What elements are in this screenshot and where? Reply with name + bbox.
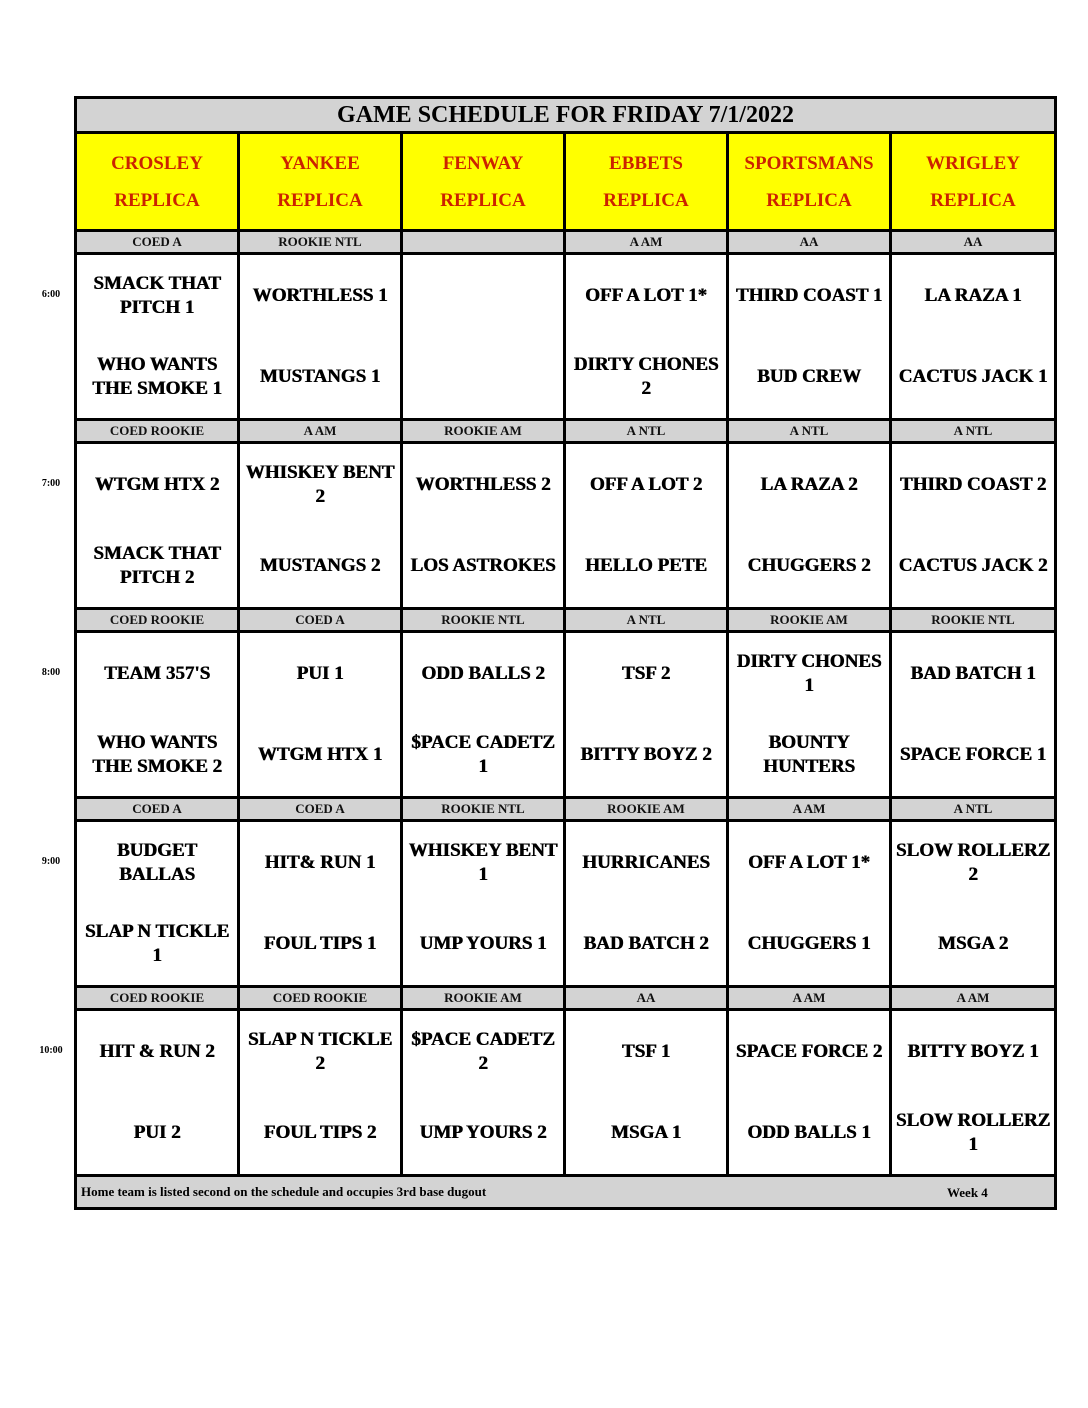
game-row xyxy=(76,821,1056,987)
away-team: BAD BATCH 1 xyxy=(910,662,1036,684)
matchup xyxy=(729,444,889,607)
division-label xyxy=(402,231,565,254)
division-label: COED A xyxy=(76,798,239,821)
matchup xyxy=(892,444,1054,607)
division-label: A NTL xyxy=(891,798,1056,821)
time-label: 9:00 xyxy=(41,856,61,867)
home-team: CACTUS JACK 2 xyxy=(898,555,1048,577)
field-header xyxy=(565,133,728,231)
away-team: LA RAZA 1 xyxy=(924,284,1022,306)
division-label: ROOKIE AM xyxy=(402,987,565,1010)
matchup xyxy=(403,822,563,985)
game-cell xyxy=(239,1010,402,1176)
away-team: WORTHLESS 2 xyxy=(415,473,551,495)
home-team: UMP YOURS 2 xyxy=(419,1122,547,1144)
division-label: COED ROOKIE xyxy=(76,609,239,632)
matchup xyxy=(729,255,889,418)
field-header xyxy=(402,133,565,231)
away-team: OFF A LOT 2 xyxy=(589,473,703,495)
home-team: $PACE CADETZ 1 xyxy=(411,732,555,778)
field-name: EBBETS xyxy=(609,152,683,174)
home-team: LOS ASTROKES xyxy=(410,555,556,577)
away-team: SLAP N TICKLE 2 xyxy=(247,1028,393,1074)
division-label: A NTL xyxy=(891,420,1056,443)
division-label: A NTL xyxy=(565,609,728,632)
division-label: AA xyxy=(891,231,1056,254)
matchup xyxy=(566,1011,726,1174)
game-cell xyxy=(728,632,891,798)
division-label: COED ROOKIE xyxy=(76,987,239,1010)
home-team: CHUGGERS 1 xyxy=(747,933,871,955)
matchup xyxy=(892,1011,1054,1174)
home-team: MSGA 1 xyxy=(610,1122,682,1144)
away-team: TEAM 357'S xyxy=(103,662,211,684)
field-subtitle: REPLICA xyxy=(440,189,526,211)
field-subtitle: REPLICA xyxy=(114,189,200,211)
home-team: SMACK THAT PITCH 2 xyxy=(93,543,221,589)
home-team: SLOW ROLLERZ 1 xyxy=(895,1110,1051,1156)
matchup xyxy=(240,633,400,796)
division-label: A AM xyxy=(565,231,728,254)
game-cell xyxy=(402,821,565,987)
game-cell xyxy=(891,1010,1056,1176)
game-cell xyxy=(402,254,565,420)
matchup xyxy=(566,255,726,418)
away-team: ODD BALLS 2 xyxy=(421,662,545,684)
division-row xyxy=(76,231,1056,254)
game-cell xyxy=(565,632,728,798)
away-team: HIT& RUN 1 xyxy=(264,851,376,873)
field-subtitle: REPLICA xyxy=(277,189,363,211)
division-label: ROOKIE NTL xyxy=(402,609,565,632)
game-cell xyxy=(239,443,402,609)
field-subtitle: REPLICA xyxy=(766,189,852,211)
game-cell xyxy=(402,443,565,609)
field-header xyxy=(239,133,402,231)
matchup xyxy=(403,255,563,418)
matchup xyxy=(240,444,400,607)
matchup xyxy=(77,444,237,607)
away-team: OFF A LOT 1* xyxy=(748,851,870,873)
matchup xyxy=(892,633,1054,796)
home-team: BOUNTY HUNTERS xyxy=(763,732,855,778)
home-team: BAD BATCH 2 xyxy=(583,933,709,955)
division-label: AA xyxy=(728,231,891,254)
game-row xyxy=(76,632,1056,798)
game-cell xyxy=(76,632,239,798)
game-cell xyxy=(76,443,239,609)
game-cell xyxy=(728,821,891,987)
home-team: MSGA 2 xyxy=(937,933,1009,955)
matchup xyxy=(892,822,1054,985)
game-cell xyxy=(402,1010,565,1176)
away-team: WTGM HTX 2 xyxy=(94,473,220,495)
schedule-title: GAME SCHEDULE FOR FRIDAY 7/1/2022 xyxy=(76,98,1056,133)
game-row xyxy=(76,443,1056,609)
division-label: COED ROOKIE xyxy=(239,987,402,1010)
home-team: BUD CREW xyxy=(757,366,861,388)
matchup xyxy=(566,822,726,985)
week-label: Week 4 xyxy=(947,1185,988,1200)
away-team: WHISKEY BENT 1 xyxy=(408,839,558,885)
home-team: CACTUS JACK 1 xyxy=(898,366,1048,388)
matchup xyxy=(566,444,726,607)
game-cell xyxy=(565,443,728,609)
division-row xyxy=(76,798,1056,821)
away-team: OFF A LOT 1* xyxy=(585,284,707,306)
field-subtitle: REPLICA xyxy=(603,189,689,211)
footer-note: Home team is listed second on the schedule and occupies 3rd base dugout xyxy=(81,1184,487,1199)
away-team: BUDGET BALLAS xyxy=(116,839,198,885)
division-label: A AM xyxy=(728,798,891,821)
division-label: A AM xyxy=(891,987,1056,1010)
division-label: A NTL xyxy=(728,420,891,443)
field-header xyxy=(728,133,891,231)
matchup xyxy=(240,255,400,418)
home-team: WHO WANTS THE SMOKE 1 xyxy=(92,354,222,400)
away-team: SMACK THAT PITCH 1 xyxy=(93,272,221,318)
field-name: FENWAY xyxy=(442,152,524,174)
matchup xyxy=(77,822,237,985)
division-label: A AM xyxy=(239,420,402,443)
division-label: AA xyxy=(565,987,728,1010)
time-label: 7:00 xyxy=(41,478,61,489)
division-label: ROOKIE AM xyxy=(565,798,728,821)
away-team: BITTY BOYZ 1 xyxy=(907,1040,1039,1062)
home-team: ODD BALLS 1 xyxy=(747,1122,871,1144)
home-team: MUSTANGS 1 xyxy=(259,366,381,388)
game-row xyxy=(76,254,1056,420)
division-label: COED A xyxy=(239,798,402,821)
matchup xyxy=(729,1011,889,1174)
game-cell xyxy=(565,254,728,420)
home-team xyxy=(403,337,563,419)
home-team: SPACE FORCE 1 xyxy=(899,744,1047,766)
matchup xyxy=(403,444,563,607)
away-team: THIRD COAST 2 xyxy=(899,473,1047,495)
away-team: HIT & RUN 2 xyxy=(99,1040,215,1062)
game-cell xyxy=(76,821,239,987)
game-cell xyxy=(728,443,891,609)
division-label: COED A xyxy=(76,231,239,254)
matchup xyxy=(77,255,237,418)
game-cell xyxy=(76,1010,239,1176)
game-cell xyxy=(891,632,1056,798)
game-cell xyxy=(239,821,402,987)
matchup xyxy=(240,822,400,985)
game-cell xyxy=(891,821,1056,987)
slot-body xyxy=(76,231,1056,1176)
matchup xyxy=(403,1011,563,1174)
home-team: CHUGGERS 2 xyxy=(747,555,871,577)
time-label: 8:00 xyxy=(41,667,61,678)
away-team: THIRD COAST 1 xyxy=(735,284,883,306)
division-label: ROOKIE AM xyxy=(728,609,891,632)
game-cell xyxy=(728,1010,891,1176)
field-subtitle: REPLICA xyxy=(930,189,1016,211)
home-team: DIRTY CHONES 2 xyxy=(573,354,719,400)
game-cell xyxy=(728,254,891,420)
home-team: SLAP N TICKLE 1 xyxy=(84,921,230,967)
game-cell xyxy=(239,254,402,420)
home-team: FOUL TIPS 1 xyxy=(263,933,377,955)
field-name: CROSLEY xyxy=(111,152,203,174)
home-team: PUI 2 xyxy=(133,1122,181,1144)
matchup xyxy=(566,633,726,796)
matchup xyxy=(240,1011,400,1174)
game-cell xyxy=(402,632,565,798)
division-label: ROOKIE AM xyxy=(402,420,565,443)
matchup xyxy=(403,633,563,796)
field-header xyxy=(891,133,1056,231)
field-header xyxy=(76,133,239,231)
division-row xyxy=(76,987,1056,1010)
division-label: A NTL xyxy=(565,420,728,443)
division-label: ROOKIE NTL xyxy=(402,798,565,821)
away-team: WORTHLESS 1 xyxy=(252,284,388,306)
time-label: 10:00 xyxy=(39,1045,63,1056)
game-cell xyxy=(565,1010,728,1176)
game-row xyxy=(76,1010,1056,1176)
home-team: FOUL TIPS 2 xyxy=(263,1122,377,1144)
division-label: COED ROOKIE xyxy=(76,420,239,443)
away-team xyxy=(403,255,563,337)
game-cell xyxy=(239,632,402,798)
matchup xyxy=(729,633,889,796)
field-name: YANKEE xyxy=(280,152,360,174)
footer-bar xyxy=(76,1176,1056,1209)
away-team: TSF 2 xyxy=(621,662,671,684)
field-name: WRIGLEY xyxy=(926,152,1020,174)
schedule-table xyxy=(74,96,1057,1210)
game-cell xyxy=(891,443,1056,609)
home-team: WHO WANTS THE SMOKE 2 xyxy=(92,732,222,778)
game-cell xyxy=(891,254,1056,420)
game-cell xyxy=(565,821,728,987)
division-label: ROOKIE NTL xyxy=(891,609,1056,632)
away-team: SLOW ROLLERZ 2 xyxy=(895,839,1051,885)
home-team: MUSTANGS 2 xyxy=(259,555,381,577)
matchup xyxy=(729,822,889,985)
division-label: COED A xyxy=(239,609,402,632)
field-header-row xyxy=(76,133,1056,231)
away-team: DIRTY CHONES 1 xyxy=(736,650,882,696)
matchup xyxy=(77,633,237,796)
home-team: HELLO PETE xyxy=(585,555,707,577)
away-team: WHISKEY BENT 2 xyxy=(245,461,395,507)
away-team: HURRICANES xyxy=(582,851,710,873)
division-row xyxy=(76,420,1056,443)
away-team: PUI 1 xyxy=(296,662,344,684)
away-team: SPACE FORCE 2 xyxy=(735,1040,883,1062)
away-team: $PACE CADETZ 2 xyxy=(411,1028,555,1074)
time-label: 6:00 xyxy=(41,289,61,300)
home-team: UMP YOURS 1 xyxy=(419,933,547,955)
home-team: WTGM HTX 1 xyxy=(257,744,383,766)
division-label: ROOKIE NTL xyxy=(239,231,402,254)
matchup xyxy=(892,255,1054,418)
division-row xyxy=(76,609,1056,632)
matchup xyxy=(77,1011,237,1174)
game-cell xyxy=(76,254,239,420)
field-name: SPORTSMANS xyxy=(744,152,874,174)
away-team: LA RAZA 2 xyxy=(760,473,858,495)
division-label: A AM xyxy=(728,987,891,1010)
away-team: TSF 1 xyxy=(621,1040,671,1062)
home-team: BITTY BOYZ 2 xyxy=(580,744,712,766)
